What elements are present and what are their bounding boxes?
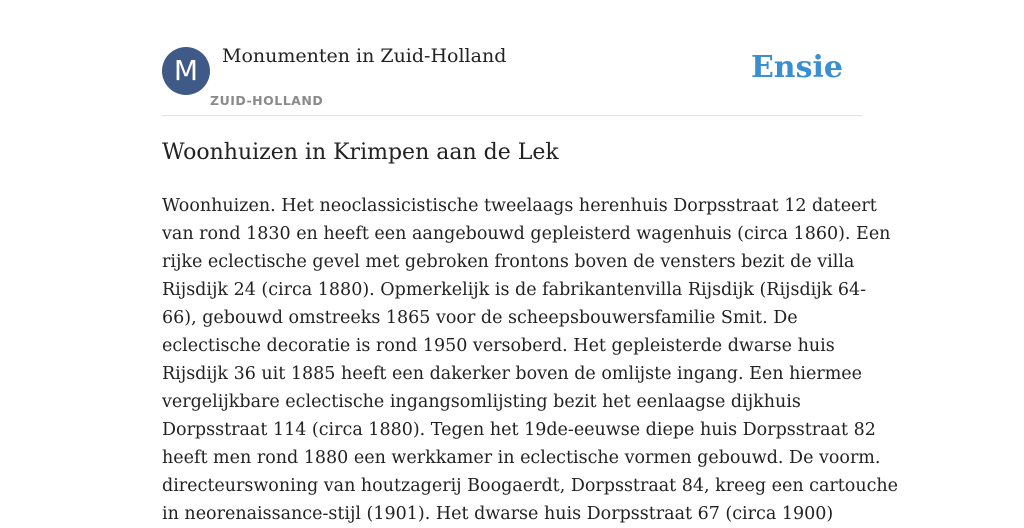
article-line: directeurswoning van houtzagerij Boogaerdt, Dorpsstraat 84, kreeg een cartouche xyxy=(162,476,899,496)
source-title[interactable]: Monumenten in Zuid-Holland xyxy=(222,45,507,67)
article-line: rijke eclectische gevel met gebroken frontons boven de vensters bezit de villa xyxy=(162,252,855,272)
article-line: in neorenaissance-stijl (1901). Het dwarse huis Dorpsstraat 67 (circa 1900) xyxy=(162,504,834,524)
ensie-logo[interactable]: Ensie xyxy=(750,50,843,85)
avatar[interactable]: M xyxy=(162,47,210,95)
article-line: Rijsdijk 24 (circa 1880). Opmerkelijk is de fabrikantenvilla Rijsdijk (Rijsdijk 64- xyxy=(162,280,867,300)
article-line: Woonhuizen. Het neoclassicistische tweelaags herenhuis Dorpsstraat 12 dateert xyxy=(162,196,877,216)
article-line: eclectische decoratie is rond 1950 versoberd. Het gepleisterde dwarse huis xyxy=(162,336,835,356)
header xyxy=(162,0,862,116)
article-line: Rijsdijk 36 uit 1885 heeft een dakerker boven de omlijste ingang. Een hiermee xyxy=(162,364,862,384)
article-line: vergelijkbare eclectische ingangsomlijsting bezit het eenlaagse dijkhuis xyxy=(162,392,801,412)
source-subtitle[interactable]: ZUID-HOLLAND xyxy=(210,93,324,108)
article-line: Dorpsstraat 114 (circa 1880). Tegen het 19de-eeuwse diepe huis Dorpsstraat 82 xyxy=(162,420,876,440)
article-line: van rond 1830 en heeft een aangebouwd gepleisterd wagenhuis (circa 1860). Een xyxy=(162,224,891,244)
article-body xyxy=(162,192,899,528)
article-title: Woonhuizen in Krimpen aan de Lek xyxy=(162,140,559,165)
article-line: heeft men rond 1880 een werkkamer in eclectische vormen gebouwd. De voorm. xyxy=(162,448,881,468)
article-line: 66), gebouwd omstreeks 1865 voor de scheepsbouwersfamilie Smit. De xyxy=(162,308,798,328)
